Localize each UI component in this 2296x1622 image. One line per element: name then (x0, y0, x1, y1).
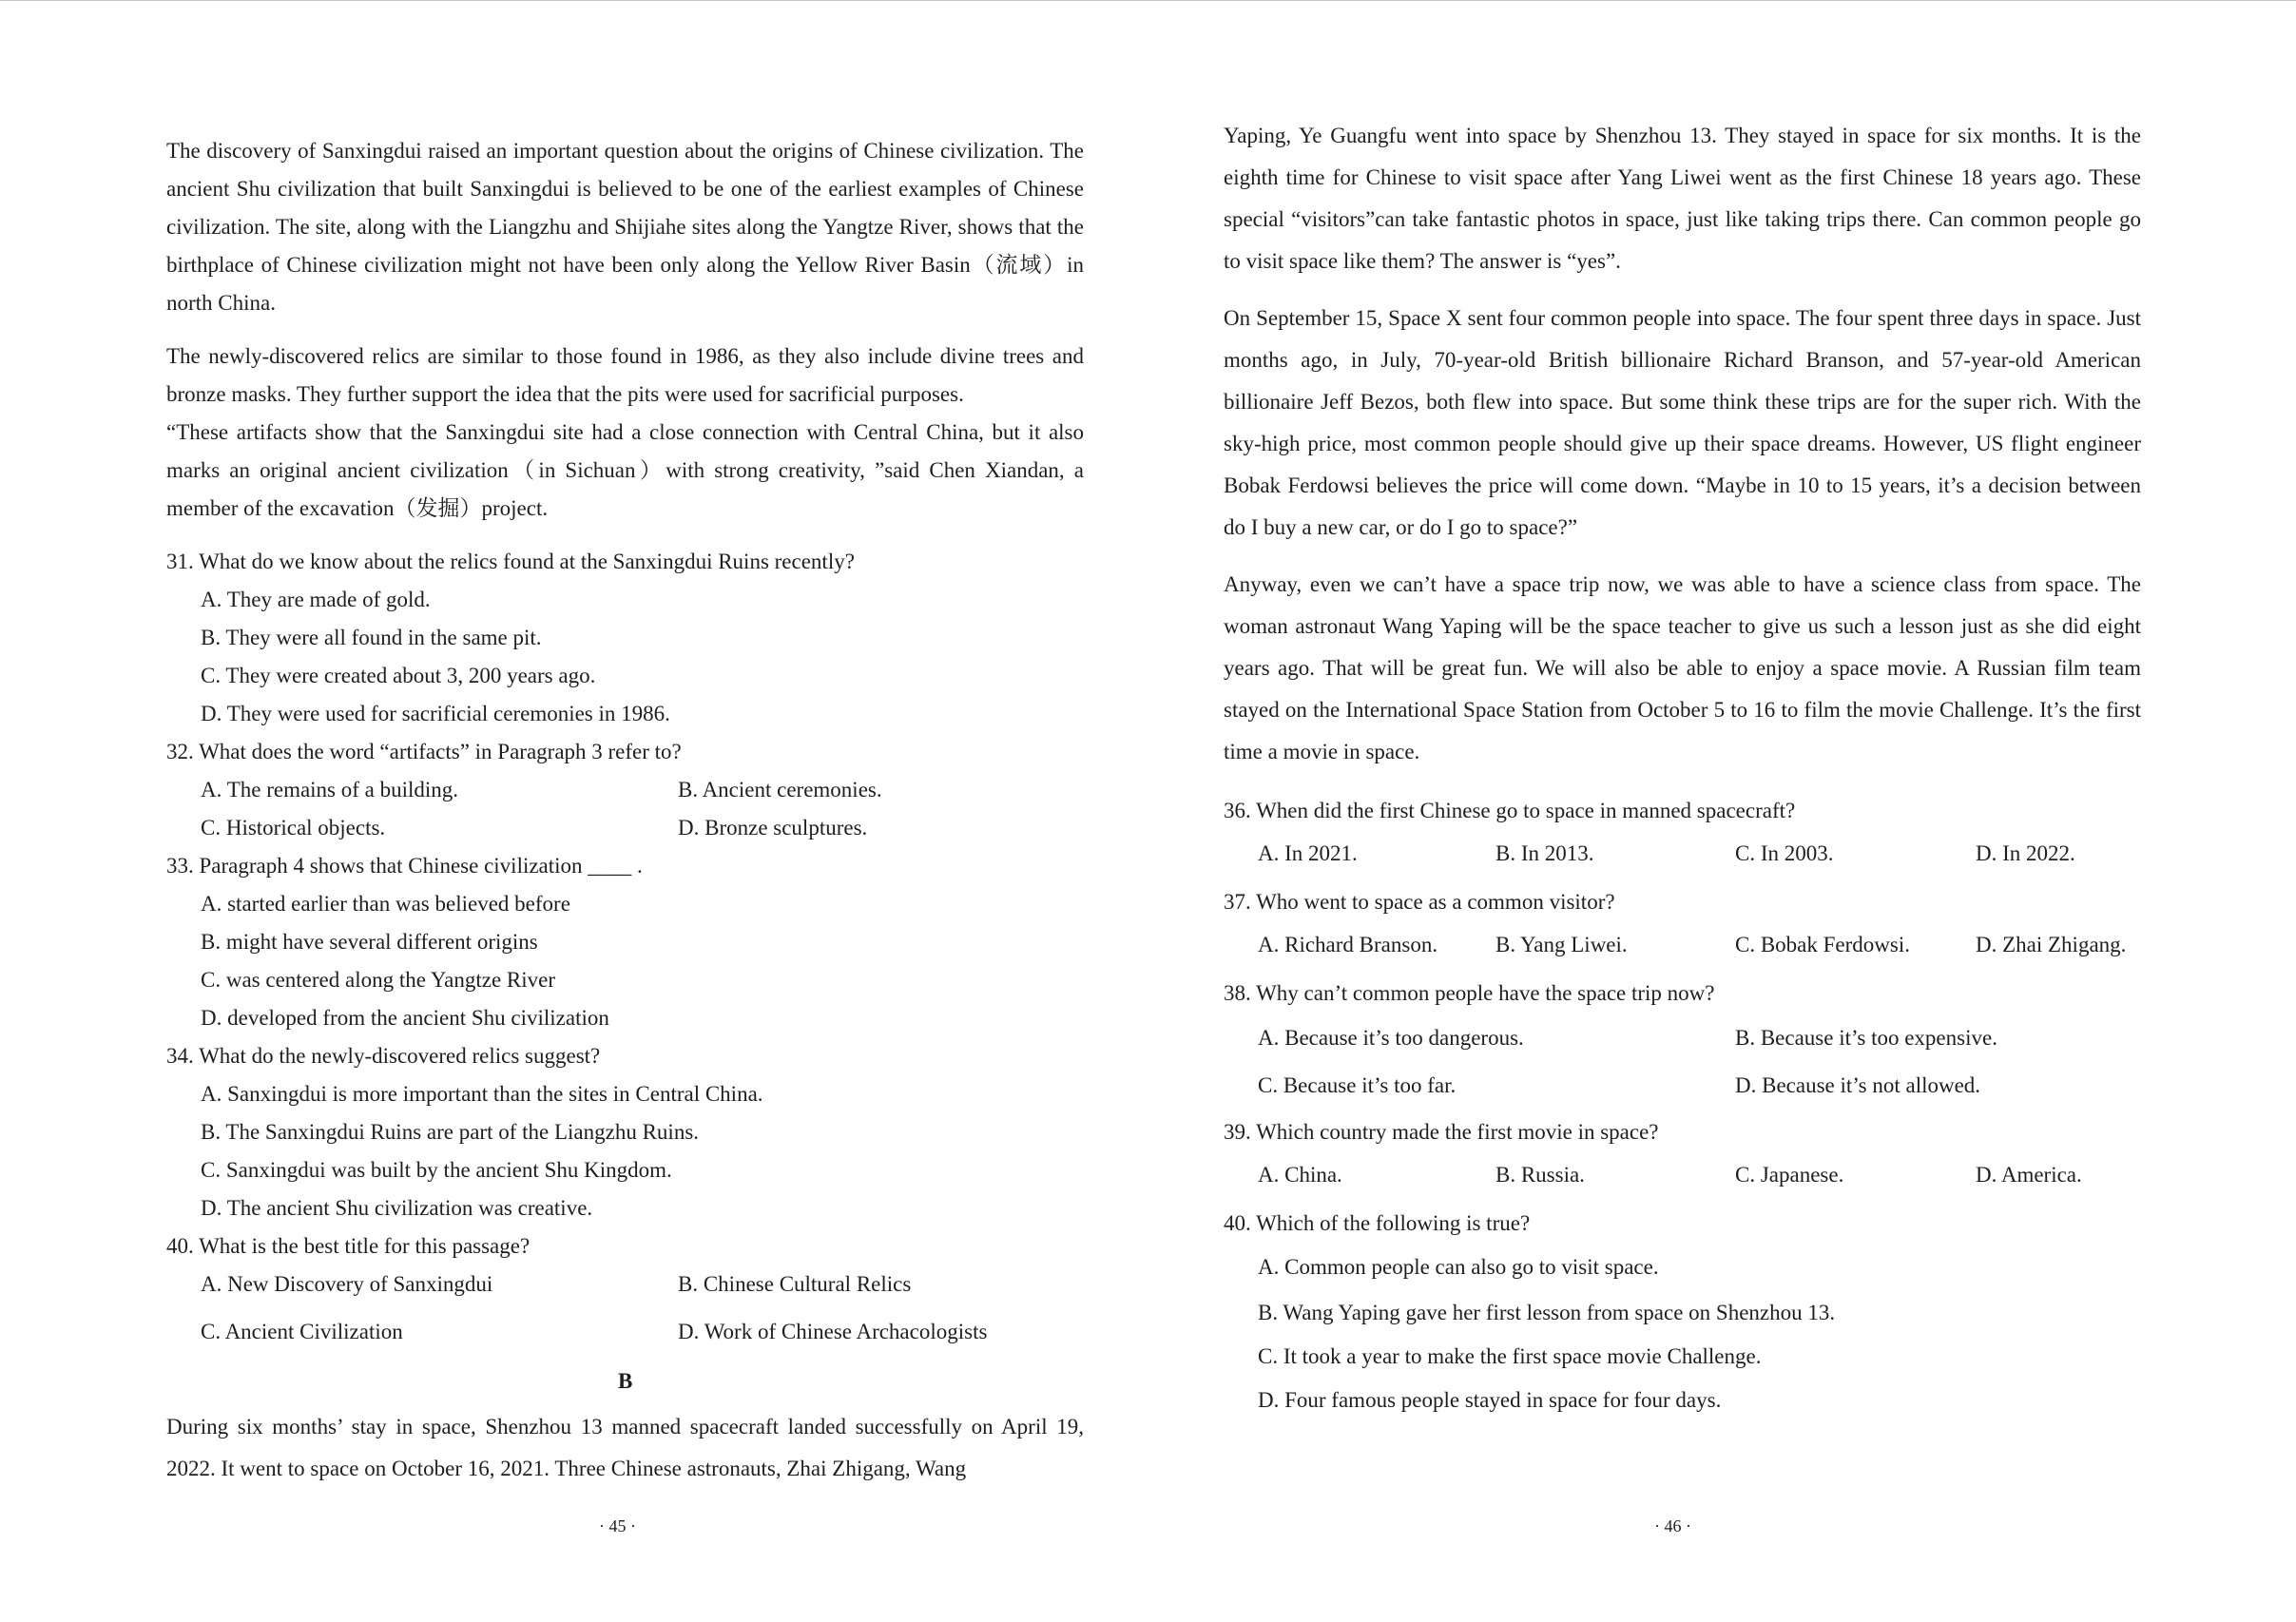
option-d: D. Because it’s not allowed. (1735, 1073, 1981, 1097)
option-a: A. China. (1258, 1163, 1342, 1187)
option-b: B. Because it’s too expensive. (1735, 1026, 1997, 1050)
option-row (201, 809, 1084, 847)
option-c: C. Bobak Ferdowsi. (1735, 933, 1910, 956)
option-a: A. Because it’s too dangerous. (1258, 1026, 1524, 1050)
page-number: · 45 · (599, 1516, 636, 1535)
option-row (201, 771, 1084, 809)
option-d: D. America. (1976, 1163, 2082, 1187)
option-c: C. Because it’s too far. (1258, 1073, 1457, 1097)
option-c: C. They were created about 3, 200 years ago. (201, 664, 596, 687)
option-d: D. The ancient Shu civilization was creative. (201, 1196, 593, 1220)
question-37 (1224, 881, 2141, 967)
option-a: A. New Discovery of Sanxingdui (201, 1272, 493, 1296)
passage-paragraph: Anyway, even we can’t have a space trip now, we was able to have a science class from space. The woman astronaut Wang Yaping will be the space teacher to give us such a lesson just as she did eight years ago. That will be great fun. We will also be able to enjoy a space movie. A Russian film team stayed on the International Space Station from October 5 to 16 to film the movie Challenge. It’s the first time a movie in space. (1224, 572, 2141, 763)
option-b: B. Wang Yaping gave her first lesson from space on Shenzhou 13. (1258, 1301, 1836, 1324)
option-a: A. The remains of a building. (201, 778, 459, 801)
option-d: D. developed from the ancient Shu civilization (201, 1006, 609, 1030)
option-b: B. Ancient ceremonies. (678, 778, 882, 801)
option-d: D. Zhai Zhigang. (1976, 933, 2127, 956)
option-c: C. was centered along the Yangtze River (201, 968, 556, 992)
question-stem: 38. Why can’t common people have the space trip now? (1224, 981, 1715, 1005)
option-b: B. Yang Liwei. (1495, 933, 1628, 956)
question-stem: 37. Who went to space as a common visitor? (1224, 890, 1615, 914)
passage-paragraph: On September 15, Space X sent four common people into space. The four spent three days in space. Just months ago, in July, 70-year-old British billionaire Richard Branson, and 57-year-old American billionaire Jeff Bezos, both flew into space. But some think these trips are for the super rich. With the sky-high price, most common people should give up their space dreams. However, US flight engineer Bobak Ferdowsi believes the price will come down. “Maybe in 10 to 15 years, it’s a decision between do I buy a new car, or do I go to space?” (1224, 306, 2141, 539)
option-d: D. In 2022. (1976, 841, 2075, 865)
question-33 (166, 847, 1084, 1037)
passage-paragraph: The newly-discovered relics are similar to those found in 1986, as they also include divine trees and bronze masks. They further support the idea that the pits were used for sacrificial purposes. (166, 344, 1084, 406)
question-39 (1224, 1111, 2141, 1197)
option-d: D. Four famous people stayed in space for four days. (1258, 1388, 1722, 1412)
option-row (1258, 1014, 2141, 1062)
option-row (1258, 923, 2141, 967)
option-row (1258, 1153, 2141, 1197)
question-stem: 32. What does the word “artifacts” in Paragraph 3 refer to? (166, 740, 682, 763)
option-b: B. might have several different origins (201, 930, 538, 954)
question-stem: 36. When did the first Chinese go to space in manned spacecraft? (1224, 799, 1796, 822)
question-36 (1224, 790, 2141, 876)
option-c: C. Japanese. (1735, 1163, 1844, 1187)
option-a: A. Sanxingdui is more important than the sites in Central China. (201, 1082, 763, 1106)
option-d: D. Bronze sculptures. (678, 816, 868, 840)
option-row (201, 1265, 1084, 1303)
passage-paragraph: During six months’ stay in space, Shenzhou 13 manned spacecraft landed successfully on April 19, 2022. It went to space on October 16, 2021. Three Chinese astronauts, Zhai Zhigang, Wang (166, 1415, 1084, 1480)
option-a: A. In 2021. (1258, 841, 1358, 865)
option-row (201, 1313, 1084, 1351)
passage-paragraph: Yaping, Ye Guangfu went into space by Shenzhou 13. They stayed in space for six months. It is the eighth time for Chinese to visit space after Yang Liwei went as the first Chinese 18 years ago. These special “visitors”can take fantastic photos in space, just like taking trips there. Can common people go to visit space like them? The answer is “yes”. (1224, 124, 2141, 273)
option-b: B. Russia. (1495, 1163, 1585, 1187)
question-stem: 33. Paragraph 4 shows that Chinese civilization ____ . (166, 854, 643, 878)
question-stem: 34. What do the newly-discovered relics suggest? (166, 1044, 601, 1068)
question-32 (166, 733, 1084, 847)
option-b: B. Chinese Cultural Relics (678, 1272, 912, 1296)
question-34 (166, 1037, 1084, 1227)
option-c: C. Historical objects. (201, 816, 386, 840)
question-stem: 40. Which of the following is true? (1224, 1211, 1531, 1235)
option-c: C. It took a year to make the first space movie Challenge. (1258, 1344, 1762, 1368)
question-stem: 40. What is the best title for this passage? (166, 1234, 531, 1258)
option-a: A. started earlier than was believed before (201, 892, 570, 916)
question-38 (1224, 973, 2141, 1110)
question-stem: 39. Which country made the first movie in space? (1224, 1120, 1659, 1144)
question-stem: 31. What do we know about the relics found at the Sanxingdui Ruins recently? (166, 550, 855, 573)
question-40 (1224, 1203, 2141, 1423)
option-c: C. Sanxingdui was built by the ancient Shu Kingdom. (201, 1158, 672, 1182)
option-a: A. Richard Branson. (1258, 933, 1438, 956)
option-c: C. Ancient Civilization (201, 1320, 403, 1343)
option-b: B. In 2013. (1495, 841, 1594, 865)
page-number: · 46 · (1654, 1516, 1691, 1535)
option-c: C. In 2003. (1735, 841, 1834, 865)
option-d: D. Work of Chinese Archacologists (678, 1320, 988, 1343)
option-b: B. They were all found in the same pit. (201, 626, 542, 649)
option-a: A. Common people can also go to visit space. (1258, 1255, 1659, 1279)
question-31 (166, 543, 1084, 733)
option-row (1258, 832, 2141, 876)
passage-paragraph: The discovery of Sanxingdui raised an important question about the origins of Chinese civilization. The ancient Shu civilization that built Sanxingdui is believed to be one of the earliest examples of Chinese civilization. The site, along with the Liangzhu and Shijiahe sites along the Yangtze River, shows that the birthplace of Chinese civilization might not have been only along the Yellow River Basin（流域）in north China. (166, 139, 1084, 315)
option-a: A. They are made of gold. (201, 588, 431, 611)
option-d: D. They were used for sacrificial ceremonies in 1986. (201, 702, 670, 725)
option-b: B. The Sanxingdui Ruins are part of the Liangzhu Ruins. (201, 1120, 700, 1144)
section-heading: B (618, 1369, 633, 1393)
question-35 (166, 1227, 1084, 1351)
passage-paragraph: “These artifacts show that the Sanxingdui site had a close connection with Central China, but it also marks an original ancient civilization（in Sichuan）with strong creativity, ”said Chen Xiandan, a member of the excavation（发掘）project. (166, 420, 1084, 520)
option-row (1258, 1062, 2141, 1110)
